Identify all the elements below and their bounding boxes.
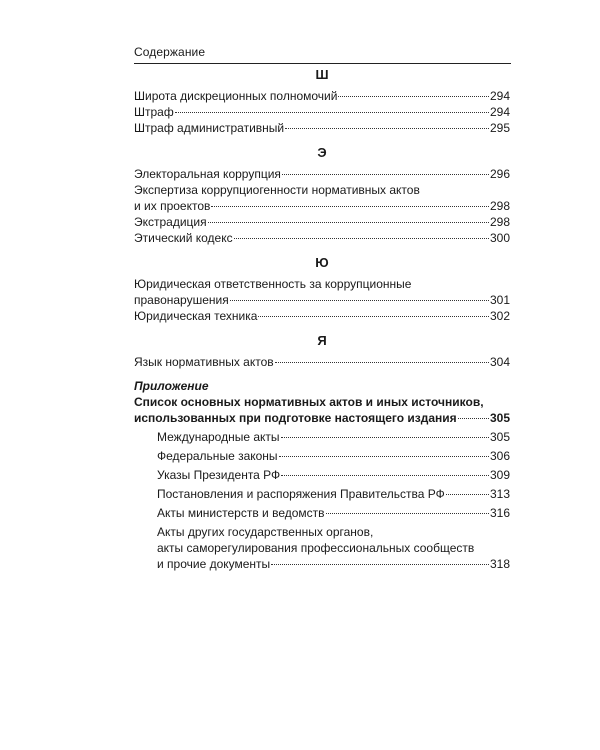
page-number: 313 xyxy=(489,487,510,501)
page-number: 306 xyxy=(489,449,510,463)
entry-row xyxy=(157,429,510,445)
entry-row xyxy=(157,486,510,502)
dot-leader xyxy=(285,128,489,129)
entry-row xyxy=(134,104,510,120)
entry-row xyxy=(134,166,510,182)
entry-title: Постановления и распоряжения Правительства РФ xyxy=(157,487,445,501)
page-number: 305 xyxy=(489,430,510,444)
appendix-label: Приложение xyxy=(134,379,209,393)
entry-title: Штраф административный xyxy=(134,121,285,135)
toc-entry xyxy=(134,467,510,483)
dot-leader xyxy=(275,362,489,363)
page-number: 295 xyxy=(489,121,510,135)
toc-entry xyxy=(134,429,510,445)
entry-row xyxy=(134,354,510,370)
entry-row xyxy=(157,505,510,521)
appendix-section xyxy=(134,378,510,572)
running-header: Содержание xyxy=(134,45,206,59)
entry-row xyxy=(134,214,510,230)
dot-leader xyxy=(208,222,489,223)
page-number: 298 xyxy=(489,215,510,229)
toc-entry xyxy=(134,214,510,230)
page-number: 294 xyxy=(489,105,510,119)
section-letter: Э xyxy=(317,145,327,160)
section-letter: Ю xyxy=(315,255,329,270)
toc-entry xyxy=(134,120,510,136)
entry-title: Этический кодекс xyxy=(134,231,233,245)
dot-leader xyxy=(258,316,489,317)
entry-row xyxy=(134,292,510,308)
page-number: 305 xyxy=(489,411,510,425)
dot-leader xyxy=(446,494,489,495)
section-letter: Ш xyxy=(315,67,329,82)
toc-entry xyxy=(134,354,510,370)
dot-leader xyxy=(281,475,489,476)
dot-leader xyxy=(234,238,489,239)
entry-row xyxy=(134,120,510,136)
entry-title: Экстрадиция xyxy=(134,215,207,229)
table-of-contents xyxy=(134,62,510,576)
toc-section xyxy=(134,62,510,136)
toc-entry xyxy=(134,524,510,572)
entry-title-line: Экспертиза коррупциогенности нормативных актов xyxy=(134,183,420,197)
entry-title: Федеральные законы xyxy=(157,449,278,463)
toc-section xyxy=(134,328,510,370)
entry-title: и прочие документы xyxy=(157,557,271,571)
toc-entry xyxy=(134,166,510,182)
toc-entry xyxy=(134,276,510,308)
dot-leader xyxy=(281,437,489,438)
entry-title: Штраф xyxy=(134,105,174,119)
page-number: 318 xyxy=(489,557,510,571)
page-number: 302 xyxy=(489,309,510,323)
dot-leader xyxy=(211,206,489,207)
page-number: 296 xyxy=(489,167,510,181)
entry-title: и их проектов xyxy=(134,199,211,213)
toc-entry xyxy=(134,505,510,521)
page-number: 301 xyxy=(489,293,510,307)
toc-entry xyxy=(134,182,510,214)
entry-title: использованных при подготовке настоящего издания xyxy=(134,411,457,425)
entry-title: Широта дискреционных полномочий xyxy=(134,89,338,103)
entry-title: правонарушения xyxy=(134,293,229,307)
toc-entry xyxy=(134,486,510,502)
entry-row xyxy=(134,410,510,426)
section-letter: Я xyxy=(317,333,327,348)
entry-title: Указы Президента РФ xyxy=(157,468,281,482)
entry-title: Юридическая техника xyxy=(134,309,258,323)
page-number: 304 xyxy=(489,355,510,369)
entry-row xyxy=(134,88,510,104)
entry-title: Электоральная коррупция xyxy=(134,167,281,181)
page-number: 298 xyxy=(489,199,510,213)
page-number: 309 xyxy=(489,468,510,482)
entry-row xyxy=(134,198,510,214)
toc-entry xyxy=(134,88,510,104)
toc-entry xyxy=(134,308,510,324)
toc-entry xyxy=(134,448,510,464)
dot-leader xyxy=(458,418,489,419)
dot-leader xyxy=(230,300,489,301)
toc-section xyxy=(134,140,510,246)
toc-entry xyxy=(134,104,510,120)
entry-row xyxy=(157,448,510,464)
dot-leader xyxy=(326,513,489,514)
dot-leader xyxy=(175,112,489,113)
entry-row xyxy=(134,308,510,324)
entry-title: Акты министерств и ведомств xyxy=(157,506,325,520)
dot-leader xyxy=(282,174,489,175)
toc-entry xyxy=(134,230,510,246)
entry-title-line: Список основных нормативных актов и иных источников, xyxy=(134,395,484,409)
toc-section xyxy=(134,250,510,324)
entry-title-line: Юридическая ответственность за коррупционные xyxy=(134,277,412,291)
entry-title-line: акты саморегулирования профессиональных сообществ xyxy=(157,541,475,555)
page-number: 316 xyxy=(489,506,510,520)
entry-row xyxy=(134,230,510,246)
dot-leader xyxy=(279,456,489,457)
page-number: 300 xyxy=(489,231,510,245)
toc-entry xyxy=(134,394,510,426)
dot-leader xyxy=(338,96,489,97)
entry-title: Международные акты xyxy=(157,430,280,444)
dot-leader xyxy=(271,564,489,565)
entry-row xyxy=(157,556,510,572)
page-number: 294 xyxy=(489,89,510,103)
entry-row xyxy=(157,467,510,483)
entry-title-line: Акты других государственных органов, xyxy=(157,525,374,539)
entry-title: Язык нормативных актов xyxy=(134,355,274,369)
